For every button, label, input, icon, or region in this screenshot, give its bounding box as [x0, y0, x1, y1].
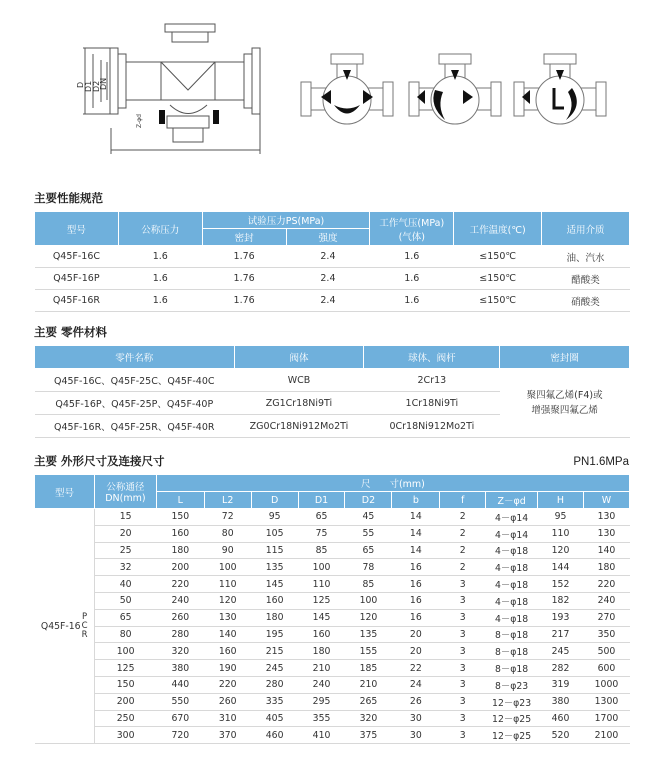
table-cell: 130: [204, 609, 251, 626]
dim-header-col: D1: [298, 492, 345, 509]
table-cell: 12－φ23: [486, 693, 538, 710]
table-cell: Q45F-16P: [35, 268, 119, 290]
table-cell: 4－φ18: [486, 542, 538, 559]
table-cell: 140: [204, 626, 251, 643]
table-cell: 1Cr18Ni9Ti: [364, 392, 500, 415]
table-cell: 100: [298, 559, 345, 576]
table-cell: 110: [204, 576, 251, 593]
table-cell: 195: [251, 626, 298, 643]
table-cell: 180: [251, 609, 298, 626]
table-cell: 油、汽水: [542, 246, 630, 268]
table-row: [35, 710, 630, 727]
table-cell: 1700: [583, 710, 629, 727]
table-cell: 1.6: [370, 246, 454, 268]
table-cell: 319: [538, 676, 584, 693]
table-cell: ≤150℃: [454, 268, 542, 290]
table-cell: 25: [94, 542, 156, 559]
table-row: [35, 592, 630, 609]
table-row: [35, 369, 630, 392]
table-cell: 670: [156, 710, 204, 727]
perf-header-pressure: 公称压力: [118, 212, 202, 246]
table-cell: 310: [204, 710, 251, 727]
table-cell: 220: [156, 576, 204, 593]
table-cell: 65: [298, 509, 345, 526]
table-cell: 2: [440, 525, 486, 542]
perf-header-gas: 工作气压(MPa) (气体): [370, 212, 454, 246]
table-cell: 180: [156, 542, 204, 559]
table-cell: 85: [345, 576, 392, 593]
table-cell: 155: [345, 643, 392, 660]
dim-section-title: 主要 外形尺寸及连接尺寸: [34, 454, 165, 468]
table-cell: 160: [204, 643, 251, 660]
dim-header-dn: 公称通径 DN(mm): [94, 475, 156, 509]
dim-model-cell: [35, 509, 95, 744]
table-cell: 45: [345, 509, 392, 526]
table-cell: 180: [298, 643, 345, 660]
seal-material-cell: 聚四氟乙烯(F4)或 增强聚四氟乙烯: [500, 369, 630, 438]
mat-header-body: 阀体: [234, 346, 364, 369]
table-cell: 1000: [583, 676, 629, 693]
table-cell: 85: [298, 542, 345, 559]
table-cell: 3: [440, 727, 486, 744]
table-cell: 100: [94, 643, 156, 660]
table-cell: Q45F-16R、Q45F-25R、Q45F-40R: [35, 415, 235, 438]
table-cell: 8－φ18: [486, 643, 538, 660]
table-cell: 160: [156, 525, 204, 542]
table-cell: 3: [440, 609, 486, 626]
table-cell: 95: [251, 509, 298, 526]
table-cell: 600: [583, 660, 629, 677]
valve-cross-section-drawing: [75, 10, 275, 165]
table-cell: 1.76: [202, 246, 286, 268]
perf-header-strength: 强度: [286, 229, 370, 246]
table-cell: 145: [251, 576, 298, 593]
table-row: [35, 727, 630, 744]
dim-label-d1: D1: [84, 80, 93, 92]
mat-header-seal: 密封圈: [500, 346, 630, 369]
perf-header-model: 型号: [35, 212, 119, 246]
table-cell: ZG1Cr18Ni9Ti: [234, 392, 364, 415]
table-cell: 105: [251, 525, 298, 542]
table-cell: 160: [251, 592, 298, 609]
table-cell: 182: [538, 592, 584, 609]
table-cell: 282: [538, 660, 584, 677]
table-cell: 135: [251, 559, 298, 576]
table-cell: 2100: [583, 727, 629, 744]
table-cell: 460: [251, 727, 298, 744]
table-cell: 3: [440, 592, 486, 609]
mat-header-part: 零件名称: [35, 346, 235, 369]
table-cell: 240: [156, 592, 204, 609]
table-cell: 4－φ18: [486, 576, 538, 593]
table-cell: Q45F-16C、Q45F-25C、Q45F-40C: [35, 369, 235, 392]
table-cell: 20: [94, 525, 156, 542]
table-cell: 440: [156, 676, 204, 693]
table-cell: 190: [204, 660, 251, 677]
table-cell: 245: [538, 643, 584, 660]
table-cell: 1.76: [202, 268, 286, 290]
table-cell: 1.6: [370, 290, 454, 312]
table-cell: 220: [204, 676, 251, 693]
table-cell: 144: [538, 559, 584, 576]
table-row: [35, 542, 630, 559]
dim-label-dn: DN: [99, 77, 108, 90]
table-cell: 110: [538, 525, 584, 542]
dim-header-model: 型号: [35, 475, 95, 509]
perf-header-seal: 密封: [202, 229, 286, 246]
table-cell: 215: [251, 643, 298, 660]
table-cell: 380: [156, 660, 204, 677]
table-cell: 2: [440, 542, 486, 559]
table-row: [35, 693, 630, 710]
table-row: [35, 268, 630, 290]
dim-header-size: 尺 寸(mm): [156, 475, 629, 492]
table-cell: 140: [583, 542, 629, 559]
table-cell: 210: [345, 676, 392, 693]
table-cell: 3: [440, 710, 486, 727]
table-cell: 370: [204, 727, 251, 744]
perf-header-media: 适用介质: [542, 212, 630, 246]
table-cell: 125: [94, 660, 156, 677]
table-cell: 120: [204, 592, 251, 609]
table-cell: 1.6: [370, 268, 454, 290]
table-cell: 3: [440, 660, 486, 677]
dim-header-col: L: [156, 492, 204, 509]
table-cell: 280: [156, 626, 204, 643]
table-cell: 460: [538, 710, 584, 727]
table-cell: 380: [538, 693, 584, 710]
table-cell: 100: [345, 592, 392, 609]
table-cell: 335: [251, 693, 298, 710]
table-row: [35, 290, 630, 312]
table-cell: 500: [583, 643, 629, 660]
table-cell: 217: [538, 626, 584, 643]
table-cell: Q45F-16P、Q45F-25P、Q45F-40P: [35, 392, 235, 415]
table-cell: 16: [392, 592, 440, 609]
dim-header-col: b: [392, 492, 440, 509]
dim-header-col: Z－φd: [486, 492, 538, 509]
dim-header-col: H: [538, 492, 584, 509]
table-cell: 4－φ14: [486, 509, 538, 526]
table-cell: WCB: [234, 369, 364, 392]
table-row: [35, 509, 630, 526]
table-cell: 72: [204, 509, 251, 526]
table-cell: 270: [583, 609, 629, 626]
table-cell: 12－φ25: [486, 710, 538, 727]
table-cell: 1.6: [118, 268, 202, 290]
table-cell: 65: [345, 542, 392, 559]
perf-header-test: 试验压力PS(MPa): [202, 212, 370, 229]
table-cell: 24: [392, 676, 440, 693]
table-row: [35, 626, 630, 643]
dim-header-col: W: [583, 492, 629, 509]
table-cell: 145: [298, 609, 345, 626]
table-cell: 22: [392, 660, 440, 677]
dim-model-suffix: R: [81, 629, 88, 640]
table-cell: 110: [298, 576, 345, 593]
table-cell: 375: [345, 727, 392, 744]
table-cell: 80: [94, 626, 156, 643]
table-cell: 295: [298, 693, 345, 710]
table-cell: 130: [583, 525, 629, 542]
table-cell: 4－φ18: [486, 592, 538, 609]
table-cell: ZG0Cr18Ni912Mo2Ti: [234, 415, 364, 438]
table-cell: 250: [94, 710, 156, 727]
table-cell: 32: [94, 559, 156, 576]
dim-header-col: D2: [345, 492, 392, 509]
table-cell: 16: [392, 576, 440, 593]
table-cell: 550: [156, 693, 204, 710]
table-cell: 95: [538, 509, 584, 526]
dim-label-zd: Z-φd: [136, 114, 143, 128]
table-cell: 410: [298, 727, 345, 744]
table-cell: 245: [251, 660, 298, 677]
table-cell: 3: [440, 676, 486, 693]
dim-header-col: f: [440, 492, 486, 509]
table-cell: 185: [345, 660, 392, 677]
table-cell: 150: [94, 676, 156, 693]
table-cell: 1.6: [118, 290, 202, 312]
table-cell: 120: [538, 542, 584, 559]
table-cell: 65: [94, 609, 156, 626]
mat-section-title: 主要 零件材料: [34, 325, 108, 339]
dim-header-col: D: [251, 492, 298, 509]
table-cell: 152: [538, 576, 584, 593]
table-cell: 120: [345, 609, 392, 626]
perf-header-temp: 工作温度(℃): [454, 212, 542, 246]
table-cell: 280: [251, 676, 298, 693]
table-cell: 1300: [583, 693, 629, 710]
table-cell: 4－φ18: [486, 559, 538, 576]
table-cell: 1.6: [118, 246, 202, 268]
table-row: [35, 643, 630, 660]
table-cell: 8－φ18: [486, 626, 538, 643]
table-cell: 78: [345, 559, 392, 576]
table-cell: 4－φ14: [486, 525, 538, 542]
flow-pattern-diagram-1: [297, 50, 397, 135]
table-cell: 75: [298, 525, 345, 542]
table-cell: 1.76: [202, 290, 286, 312]
table-cell: 240: [298, 676, 345, 693]
table-cell: 硝酸类: [542, 290, 630, 312]
table-cell: 16: [392, 609, 440, 626]
table-cell: 2: [440, 559, 486, 576]
table-cell: 405: [251, 710, 298, 727]
table-cell: 320: [156, 643, 204, 660]
table-cell: 150: [156, 509, 204, 526]
table-cell: 26: [392, 693, 440, 710]
table-cell: 2Cr13: [364, 369, 500, 392]
table-cell: 30: [392, 727, 440, 744]
table-cell: 265: [345, 693, 392, 710]
table-cell: 80: [204, 525, 251, 542]
table-cell: 30: [392, 710, 440, 727]
table-cell: 14: [392, 542, 440, 559]
table-cell: 720: [156, 727, 204, 744]
table-cell: 210: [298, 660, 345, 677]
table-row: [35, 609, 630, 626]
table-cell: 2.4: [286, 268, 370, 290]
table-cell: 115: [251, 542, 298, 559]
table-cell: 193: [538, 609, 584, 626]
dim-model-label: Q45F-16: [40, 620, 81, 632]
table-cell: 0Cr18Ni912Mo2Ti: [364, 415, 500, 438]
table-cell: 200: [156, 559, 204, 576]
table-cell: ≤150℃: [454, 246, 542, 268]
table-cell: 14: [392, 509, 440, 526]
table-cell: 200: [94, 693, 156, 710]
table-cell: 醋酸类: [542, 268, 630, 290]
table-row: [35, 576, 630, 593]
table-cell: 130: [583, 509, 629, 526]
mat-header-ball: 球体、阀杆: [364, 346, 500, 369]
table-cell: 8－φ18: [486, 660, 538, 677]
table-row: [35, 676, 630, 693]
table-cell: 300: [94, 727, 156, 744]
table-cell: 16: [392, 559, 440, 576]
table-cell: 12－φ25: [486, 727, 538, 744]
perf-section-title: 主要性能规范: [34, 191, 103, 205]
table-cell: 3: [440, 643, 486, 660]
dim-header-col: L2: [204, 492, 251, 509]
flow-pattern-diagram-2: [405, 50, 505, 135]
table-cell: 8－φ23: [486, 676, 538, 693]
table-cell: 350: [583, 626, 629, 643]
materials-table: [34, 345, 630, 438]
table-cell: 55: [345, 525, 392, 542]
table-cell: 180: [583, 559, 629, 576]
table-cell: 520: [538, 727, 584, 744]
performance-spec-table: [34, 211, 630, 312]
table-cell: 14: [392, 525, 440, 542]
table-row: [35, 559, 630, 576]
table-cell: 50: [94, 592, 156, 609]
table-cell: 2.4: [286, 290, 370, 312]
table-cell: 4－φ18: [486, 609, 538, 626]
table-cell: 2: [440, 509, 486, 526]
table-cell: 355: [298, 710, 345, 727]
dim-model-suffix: C: [81, 620, 88, 631]
table-cell: 320: [345, 710, 392, 727]
table-cell: ≤150℃: [454, 290, 542, 312]
table-cell: 260: [156, 609, 204, 626]
table-row: [35, 246, 630, 268]
table-cell: 100: [204, 559, 251, 576]
table-cell: 3: [440, 693, 486, 710]
table-row: [35, 660, 630, 677]
table-cell: 260: [204, 693, 251, 710]
table-cell: 15: [94, 509, 156, 526]
flow-pattern-diagram-3: [510, 50, 610, 135]
table-cell: 90: [204, 542, 251, 559]
dimensions-table: [34, 474, 630, 744]
table-cell: 220: [583, 576, 629, 593]
table-cell: 20: [392, 643, 440, 660]
table-row: [35, 525, 630, 542]
table-cell: 2.4: [286, 246, 370, 268]
table-cell: 135: [345, 626, 392, 643]
dim-model-suffix: P: [81, 611, 88, 622]
table-cell: 20: [392, 626, 440, 643]
pressure-rating-label: PN1.6MPa: [573, 456, 629, 468]
table-cell: 160: [298, 626, 345, 643]
dim-label-d: D: [76, 81, 85, 88]
table-cell: 40: [94, 576, 156, 593]
table-cell: Q45F-16C: [35, 246, 119, 268]
table-cell: 3: [440, 576, 486, 593]
dim-label-d2: D2: [92, 80, 101, 92]
table-cell: 3: [440, 626, 486, 643]
table-cell: 125: [298, 592, 345, 609]
table-cell: 240: [583, 592, 629, 609]
table-cell: Q45F-16R: [35, 290, 119, 312]
